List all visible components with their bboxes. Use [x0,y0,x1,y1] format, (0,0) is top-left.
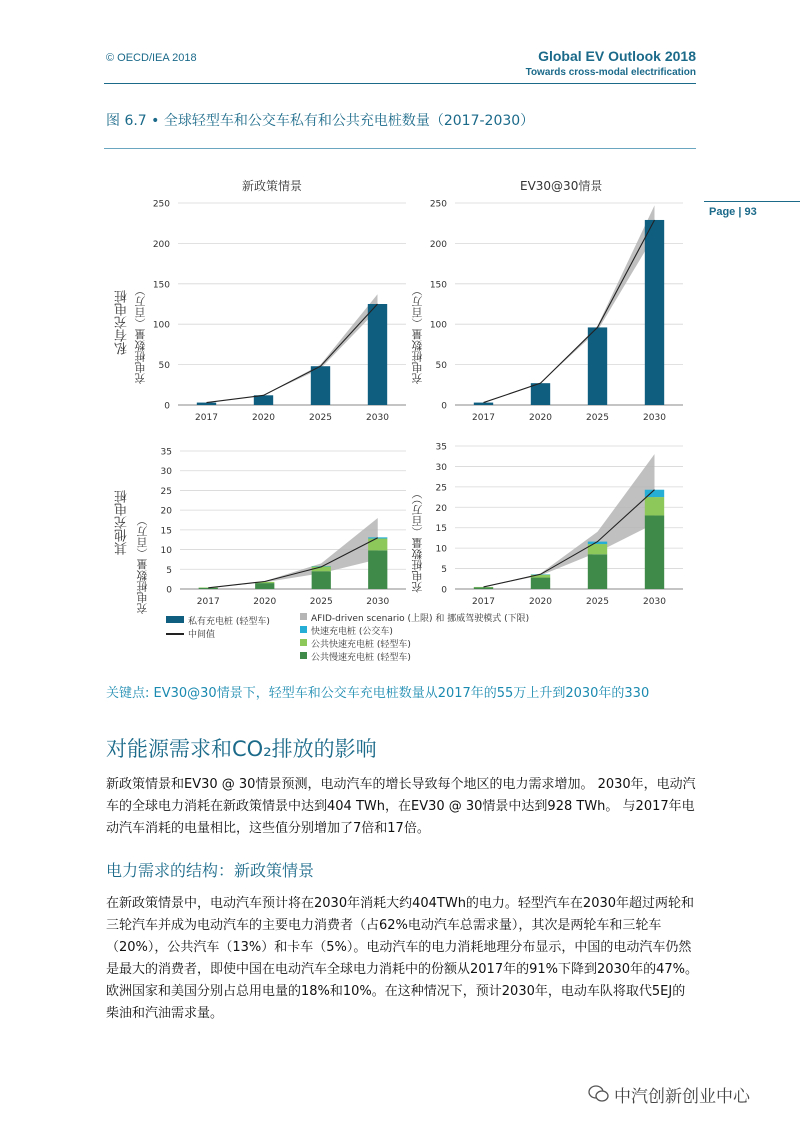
x-tick-label: 2030 [643,597,666,607]
x-tick-label: 2017 [196,597,220,607]
y-tick-label: 250 [429,199,447,210]
x-tick-label: 2030 [366,413,389,423]
y-tick-label: 200 [152,239,170,250]
x-tick-label: 2025 [586,597,609,607]
legend-swatch [166,616,184,623]
bar [588,327,607,405]
bar-segment [645,515,664,589]
y-tick-label: 10 [435,544,447,555]
bar-segment [531,578,550,589]
y-tick-label: 0 [166,585,172,596]
report-subtitle: Towards cross-modal electrification [525,67,696,78]
report-title: Global EV Outlook 2018 [538,48,696,64]
legend-swatch [166,633,184,635]
y-tick-label: 100 [429,320,447,331]
y-tick-label: 200 [429,239,447,250]
bar-segment [474,587,493,589]
y-tick-label: 20 [160,506,172,517]
median-line [484,220,655,403]
y-tick-label: 15 [160,526,172,537]
y-tick-label: 5 [166,565,172,576]
y-tick-label: 100 [152,320,170,331]
x-tick-label: 2017 [472,413,495,423]
legend-swatch [300,652,307,659]
bar [197,403,216,405]
y-tick-label: 0 [441,401,447,412]
legend-label: AFID-driven scenario (上限) 和 挪威驾驶模式 (下限) [311,614,530,624]
y-tick-label: 25 [435,483,447,494]
range-band [484,205,655,402]
x-tick-label: 2030 [643,413,666,423]
section-heading: 对能源需求和CO₂排放的影响 [106,737,377,761]
y-tick-label: 150 [152,280,170,291]
bar [254,395,273,405]
y-tick-label: 10 [160,546,172,557]
row-label-public: 其他充电桩 [115,490,130,555]
x-tick-label: 2020 [252,413,275,423]
x-tick-label: 2025 [309,413,332,423]
copyright: © OECD/IEA 2018 [106,52,197,64]
y-tick-label: 30 [435,462,447,473]
chart-ylabel-public-ev30: 充电桩数量（百万）） [411,488,424,593]
legend-swatch [300,626,307,633]
y-tick-label: 250 [152,199,170,210]
y-tick-label: 50 [158,361,170,372]
page-number: Page | 93 [709,206,757,218]
y-tick-label: 20 [435,503,447,514]
y-tick-label: 15 [435,524,447,535]
y-tick-label: 0 [441,585,447,596]
bar [474,403,493,405]
legend-label: 中间值 [188,630,216,640]
chart-ylabel-public-nps: 充电桩数量（百万） [136,515,149,614]
bar-segment [645,497,664,515]
legend-label: 快速充电桩 (公交车) [311,627,393,637]
x-tick-label: 2020 [529,597,552,607]
legend-label: 公共慢速充电桩 (轻型车) [311,653,411,663]
bar [531,383,550,405]
y-tick-label: 35 [435,442,447,453]
bar [311,366,330,405]
body-paragraph: 在新政策情景中，电动汽车预计将在2030年消耗大约404TWh的电力。轻型汽车在2030年超过两轮和三轮汽车并成为电动汽车的主要电力消费者（占62%电动汽车总需求量），其次是两轮车和三轮车（20%），公共汽车（13%）和卡车（5%）。电动汽车的电力消耗地理分布显示，中国的电动汽车仍然是最大的消费者，即使中国在电动汽车全球电力消耗中的份额从2017年的91%下降到2030年的47%。欧洲国家和美国分别占总用电量的18%和10%。在这种情况下，预计2030年，电动车队将取代5EJ的柴油和汽油需求量。 [106,896,698,1021]
chart-title: EV30@30情景 [520,179,603,193]
x-tick-label: 2020 [253,597,277,607]
bar-segment [255,583,274,589]
bar-segment [199,588,218,589]
x-tick-label: 2030 [366,597,390,607]
watermark: 中汽创新创业中心 [614,1087,750,1107]
median-line [207,304,378,403]
subsection-heading: 电力需求的结构：新政策情景 [106,861,315,880]
bar-segment [368,539,387,551]
y-tick-label: 35 [160,447,172,458]
bar [368,304,387,405]
legend-label: 公共快速充电桩 (轻型车) [311,640,411,650]
legend-label: 私有充电桩 (轻型车) [188,617,270,627]
row-label-private: 私有充电桩 [115,290,130,355]
bar-segment [368,550,387,589]
chart-ylabel-private-nps: 充电桩数量（百万） [134,285,147,384]
x-tick-label: 2017 [195,413,218,423]
bar [645,220,664,405]
range-band [208,518,378,588]
legend-swatch [300,639,307,646]
x-tick-label: 2017 [472,597,495,607]
key-point: 关键点: EV30@30情景下，轻型车和公交车充电桩数量从2017年的55万上升到2030年的330 [106,686,650,701]
y-tick-label: 0 [164,401,170,412]
x-tick-label: 2025 [586,413,609,423]
bar-segment [588,554,607,589]
range-band [207,294,378,402]
chart-title: 新政策情景 [242,179,303,193]
y-tick-label: 25 [160,486,172,497]
body-paragraph: 新政策情景和EV30 @ 30情景预测，电动汽车的增长导致每个地区的电力需求增加。 2030年，电动汽车的全球电力消耗在新政策情景中达到404 TWh，在EV30 @ 30情景中达到928 TWh。 与2017年电动汽车消耗的电量相比，这些值分别增加了7倍和17倍。 [106,777,696,836]
y-tick-label: 50 [435,361,447,372]
figure-title: 图 6.7 • 全球轻型车和公交车私有和公共充电桩数量（2017-2030） [106,113,535,129]
x-tick-label: 2020 [529,413,552,423]
legend-swatch [300,613,307,620]
wechat-icon [588,1084,610,1104]
bar-segment [312,571,331,589]
x-tick-label: 2025 [309,597,333,607]
chart-ylabel-private-ev30: 充电桩数量（百万） [411,285,424,384]
y-tick-label: 30 [160,467,172,478]
y-tick-label: 5 [441,565,447,576]
y-tick-label: 150 [429,280,447,291]
range-band [484,454,655,587]
